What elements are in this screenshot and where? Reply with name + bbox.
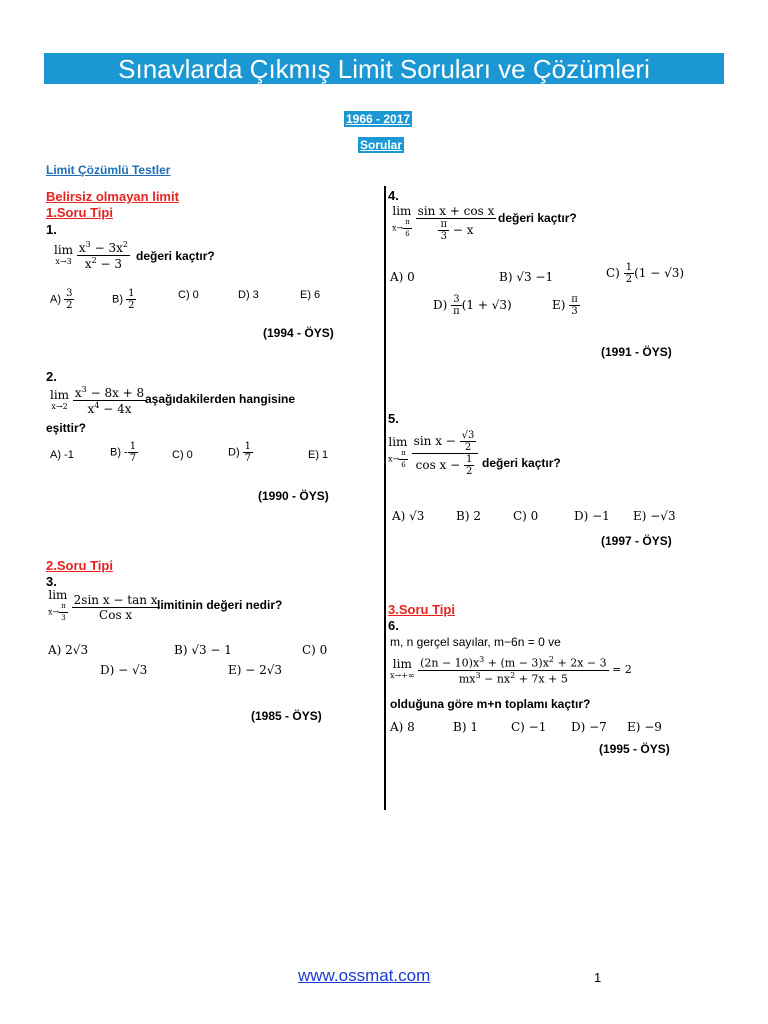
q2-options [50,440,350,470]
q4-text: değeri kaçtır? [498,211,577,225]
q5-option-a[interactable]: A) √3 [392,509,425,523]
q6-intro: m, n gerçel sayılar, m−6n = 0 ve [390,635,561,649]
q5-expression: lim x→ $\frac{\pi}{6}$ sin x − $\frac{√3}{2}$ cos x − $\frac{1}{2}$ [388,430,478,477]
page-number: 1 [594,970,602,985]
section-tag: Sorular [360,138,403,152]
q2-option-e[interactable]: E) 1 [308,449,329,461]
type1-heading: 1.Soru Tipi [46,205,113,220]
q1-number: 1. [46,222,57,237]
q4-expression: lim x→ $\frac{\pi}{6}$ sin x + cos x $\frac{\pi}{3}$ − x [392,204,495,242]
q2-option-a[interactable]: A) -1 [50,449,74,461]
q3-text: limitinin değeri nedir? [157,598,283,612]
q1-option-a[interactable]: A) $\frac{3}{2}$ [50,288,73,311]
q6-option-c[interactable]: C) −1 [511,720,547,734]
q3-source: (1985 - ÖYS) [251,709,322,723]
q6-expression: lim x→+∞ $\frac{(2n - 10)x^3 + (m - 3)x^2 + 2x - 3}{mx^3 - nx^2 + 7x + 5}$ = 2 [390,655,632,686]
q3-number: 3. [46,574,57,589]
q6-number: 6. [388,618,399,633]
q2-text-2: eşittir? [46,421,87,435]
type3-heading: 3.Soru Tipi [388,602,455,617]
q1-expression: lim x→3 $\frac{x^3 - 3x^2}{x^2 - 3}$ [54,240,128,271]
q6-option-e[interactable]: E) −9 [627,720,662,734]
years-tag: 1966 - 2017 [346,112,411,126]
q5-option-b[interactable]: B) 2 [456,509,481,523]
q1-source: (1994 - ÖYS) [263,326,334,340]
q3-option-a[interactable]: A) 2√3 [48,643,89,657]
q2-text: aşağıdakilerden hangisine [145,392,296,406]
q4-source: (1991 - ÖYS) [601,345,672,359]
q5-number: 5. [388,411,399,426]
q4-option-d[interactable]: D) $\frac{3}{\pi}$ (1 + √3) [433,294,512,317]
q3-option-e[interactable]: E) − 2√3 [228,663,283,677]
q2-option-b[interactable]: B) - $\frac{1}{7}$ [110,441,137,464]
q2-expression: lim x→2 $\frac{x^3 - 8x + 8}{x^4 - 4x}$ [50,385,145,416]
q3-option-b[interactable]: B) √3 − 1 [174,643,232,657]
q4-option-e[interactable]: E) $\frac{\pi}{3}$ [552,294,578,317]
q6-option-b[interactable]: B) 1 [453,720,478,734]
q1-text: değeri kaçtır? [136,249,215,263]
q5-option-c[interactable]: C) 0 [513,509,539,523]
page-title: Sınavlarda Çıkmış Limit Soruları ve Çözümleri [44,53,724,84]
q1-option-b[interactable]: B) $\frac{1}{2}$ [112,288,135,311]
q5-source: (1997 - ÖYS) [601,534,672,548]
q2-option-d[interactable]: D) $\frac{1}{7}$ [228,441,252,464]
q6-option-a[interactable]: A) 8 [390,720,415,734]
q5-option-e[interactable]: E) −√3 [633,509,676,523]
intro-heading: Limit Çözümlü Testler [46,163,171,177]
q4-option-b[interactable]: B) √3 −1 [499,270,554,284]
q2-option-c[interactable]: C) 0 [172,449,193,461]
q6-option-d[interactable]: D) −7 [571,720,607,734]
column-divider [384,186,386,810]
q6-source: (1995 - ÖYS) [599,742,670,756]
q5-text: değeri kaçtır? [482,456,561,470]
q4-option-c[interactable]: C) $\frac{1}{2}$ (1 − √3) [606,262,685,285]
footer-website-link[interactable]: www.ossmat.com [298,966,431,985]
heading-non-indeterminate: Belirsiz olmayan limit [46,189,179,204]
q4-option-a[interactable]: A) 0 [390,270,415,284]
q1-option-d[interactable]: D) 3 [238,289,259,301]
q3-expression: lim x→ $\frac{\pi}{3}$ $\frac{\text{2sin x − tan x}}{\text{Cos x}}$ [48,588,158,622]
type2-heading: 2.Soru Tipi [46,558,113,573]
q1-option-e[interactable]: E) 6 [300,289,321,301]
q1-option-c[interactable]: C) 0 [178,289,199,301]
q3-option-d[interactable]: D) − √3 [100,663,148,677]
q4-number: 4. [388,188,399,203]
q5-option-d[interactable]: D) −1 [574,509,610,523]
q2-source: (1990 - ÖYS) [258,489,329,503]
q2-number: 2. [46,369,57,384]
q3-option-c[interactable]: C) 0 [302,643,328,657]
q6-text: olduğuna göre m+n toplamı kaçtır? [390,697,591,711]
